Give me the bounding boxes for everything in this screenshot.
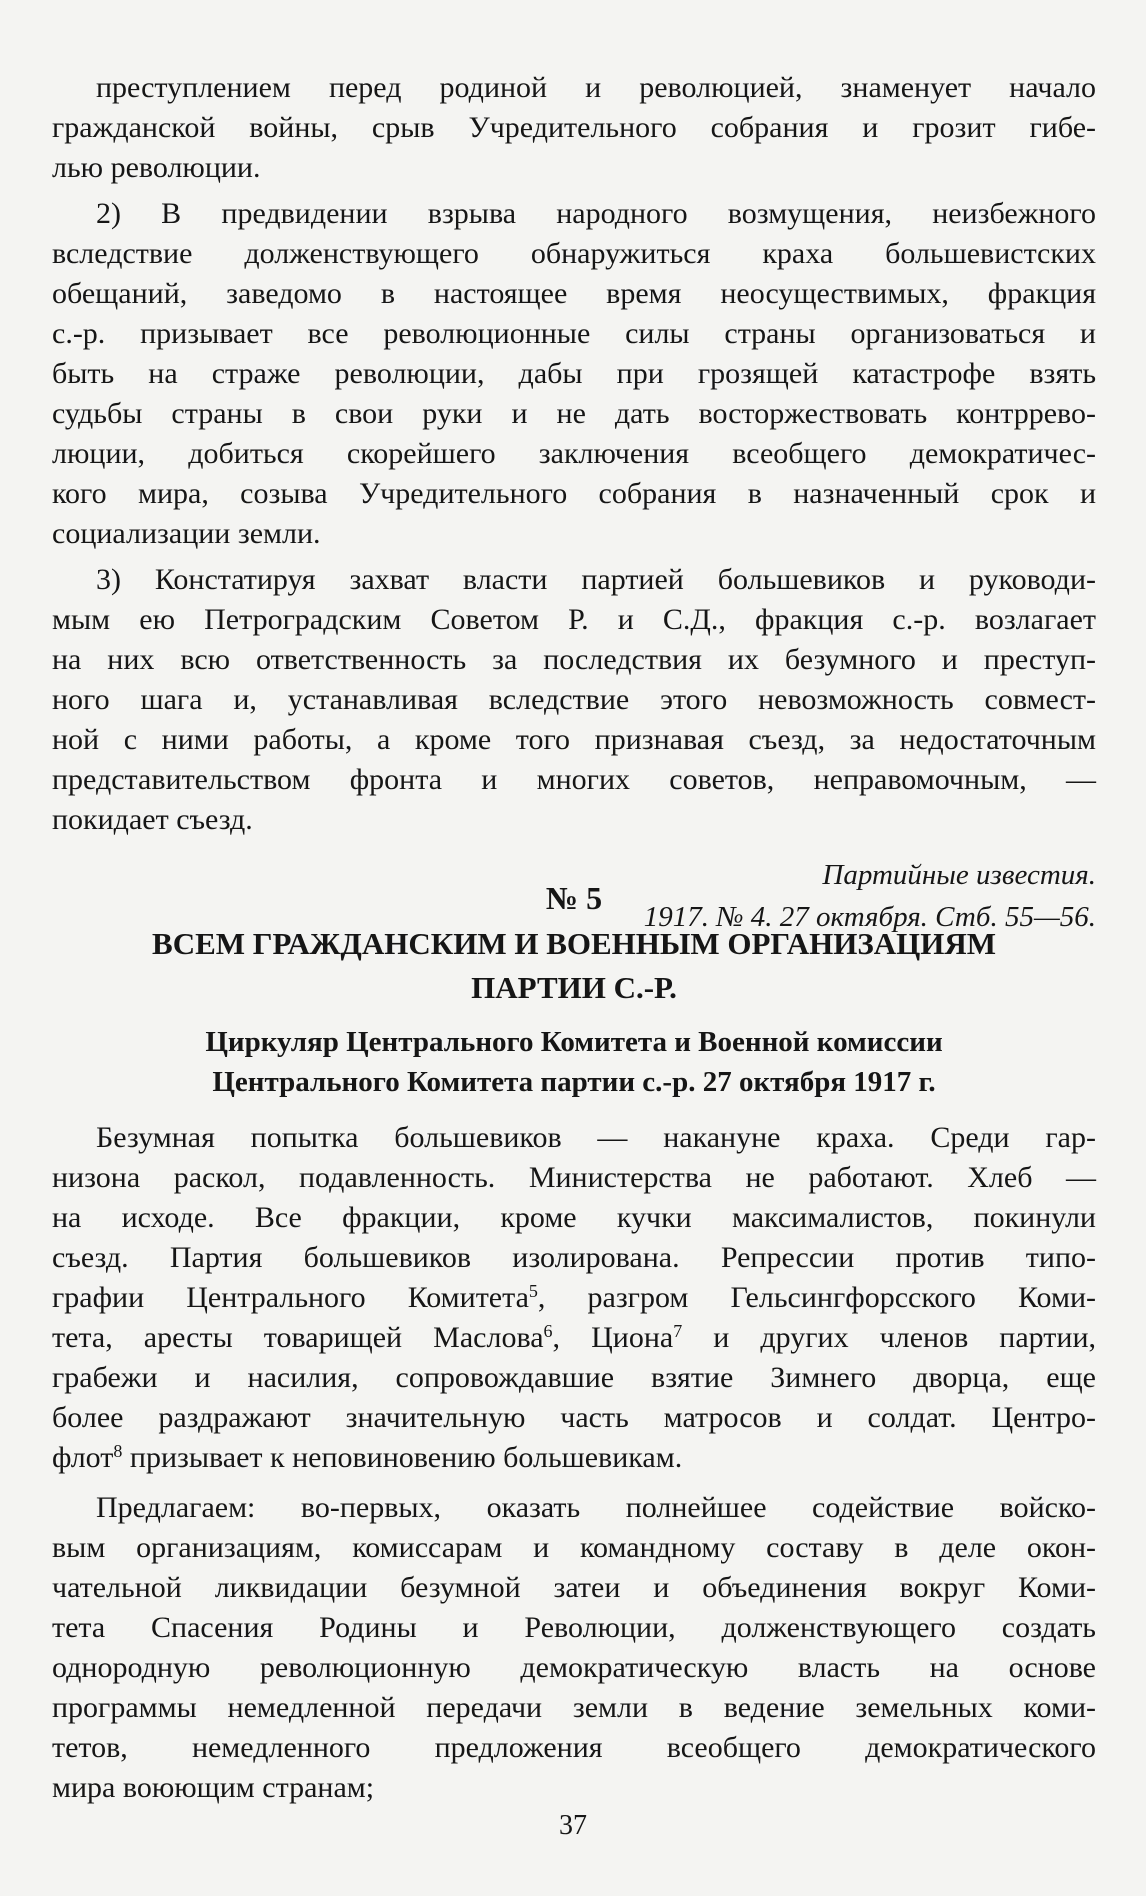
- text-line: [52, 514, 1096, 554]
- line-text: тета, аресты товарищей Маслова: [52, 1321, 544, 1354]
- text-line: [52, 148, 1096, 188]
- text-line: [52, 234, 1096, 274]
- paragraph-3: [52, 560, 1096, 840]
- document-number: № 5: [545, 880, 603, 916]
- line-text: покидает съезд.: [52, 803, 253, 836]
- text-line: [52, 640, 1096, 680]
- line-text: призывает к неповиновению большевикам.: [122, 1441, 683, 1474]
- line-text: и других членов партии,: [682, 1321, 1096, 1354]
- line-text: судьбы страны в свои руки и не дать восторжествовать контррево-: [52, 397, 1096, 430]
- line-text: гражданской войны, срыв Учредительного собрания и грозит гибе-: [52, 111, 1096, 144]
- body-paragraph-2: [52, 1488, 1096, 1808]
- line-text: кого мира, созыва Учредительного собрания в назначенный срок и: [52, 477, 1096, 510]
- line-text: чательной ликвидации безумной затеи и объединения вокруг Коми-: [52, 1571, 1096, 1604]
- line-text: 3) Констатируя захват власти партией большевиков и руководи-: [96, 563, 1096, 596]
- text-line: [52, 1238, 1096, 1278]
- text-line: [52, 474, 1096, 514]
- footnote-marker: 7: [673, 1321, 683, 1341]
- line-text: низона раскол, подавленность. Министерства не работают. Хлеб —: [52, 1161, 1096, 1194]
- paragraph-1: [52, 68, 1096, 188]
- line-text: графии Центрального Комитета: [52, 1281, 529, 1314]
- document-title-line-2: ПАРТИИ С.-Р.: [471, 970, 677, 1005]
- line-text: вым организациям, комиссарам и командному составу в деле окон-: [52, 1531, 1096, 1564]
- line-text: тетов, немедленного предложения всеобщего демократического: [52, 1731, 1096, 1764]
- line-text: преступлением перед родиной и революцией, знаменует начало: [96, 71, 1096, 104]
- text-line: [52, 434, 1096, 474]
- text-line: [52, 394, 1096, 434]
- line-text: грабежи и насилия, сопровождавшие взятие Зимнего дворца, еще: [52, 1361, 1096, 1394]
- text-line: [52, 800, 1096, 840]
- document-subtitle-line-1: Циркуляр Центрального Комитета и Военной комиссии: [205, 1026, 943, 1058]
- source-citation-2: 1917. № 4. 27 октября. Стб. 55—56.: [643, 901, 1096, 933]
- line-text: флот: [52, 1441, 114, 1474]
- text-line: [52, 1648, 1096, 1688]
- line-text: лью революции.: [52, 151, 261, 184]
- line-text: быть на страже революции, дабы при грозящей катастрофе взять: [52, 357, 1096, 390]
- line-text: съезд. Партия большевиков изолирована. Репрессии против типо-: [52, 1241, 1096, 1274]
- text-line: [52, 314, 1096, 354]
- text-line: [52, 108, 1096, 148]
- document-subtitle-line-2: Центрального Комитета партии с.-р. 27 октября 1917 г.: [212, 1066, 936, 1098]
- line-text: , разгром Гельсингфорсского Коми-: [537, 1281, 1096, 1314]
- text-line: [52, 1198, 1096, 1238]
- text-line: [52, 1118, 1096, 1158]
- document-5-body: [52, 1118, 1096, 1808]
- page-number: 37: [559, 1810, 587, 1841]
- line-text: на них всю ответственность за последствия их безумного и преступ-: [52, 643, 1096, 676]
- text-line: [52, 1158, 1096, 1198]
- line-text: на исходе. Все фракции, кроме кучки максималистов, покинули: [52, 1201, 1096, 1234]
- body-paragraph-1: [52, 1118, 1096, 1478]
- line-text: ной с ними работы, а кроме того признавая съезд, за недостаточным: [52, 723, 1096, 756]
- line-text: , Циона: [552, 1321, 674, 1354]
- line-text: мира воюющим странам;: [52, 1771, 375, 1804]
- text-line: [52, 1608, 1096, 1648]
- text-line: [52, 600, 1096, 640]
- line-text: люции, добиться скорейшего заключения всеобщего демократичес-: [52, 437, 1096, 470]
- footnote-marker: 8: [113, 1441, 123, 1461]
- text-line: [52, 720, 1096, 760]
- text-line: [52, 1768, 1096, 1808]
- text-line: [52, 1488, 1096, 1528]
- line-text: обещаний, заведомо в настоящее время неосуществимых, фракция: [52, 277, 1096, 310]
- text-line: [52, 274, 1096, 314]
- line-text: представительством фронта и многих советов, неправомочным, —: [52, 763, 1096, 796]
- line-text: социализации земли.: [52, 517, 321, 550]
- text-line: [52, 1688, 1096, 1728]
- text-line: [52, 1728, 1096, 1768]
- line-text: тета Спасения Родины и Революции, долженствующего создать: [52, 1611, 1096, 1644]
- footnote-marker: 5: [528, 1281, 538, 1301]
- text-line: [52, 194, 1096, 234]
- source-citation-1: Партийные известия.: [822, 859, 1096, 891]
- text-line: [52, 1528, 1096, 1568]
- line-text: ного шага и, устанавливая вследствие этого невозможность совмест-: [52, 683, 1096, 716]
- line-text: мым ею Петроградским Советом Р. и С.Д., фракция с.-р. возлагает: [52, 603, 1096, 636]
- line-text: вследствие долженствующего обнаружиться краха большевистских: [52, 237, 1096, 270]
- footnote-marker: 6: [543, 1321, 553, 1341]
- document-5-heading: [52, 876, 1096, 1102]
- paragraph-2: [52, 194, 1096, 554]
- text-line: [52, 680, 1096, 720]
- text-line: [52, 354, 1096, 394]
- line-text: программы немедленной передачи земли в ведение земельных коми-: [52, 1691, 1096, 1724]
- text-line: [52, 760, 1096, 800]
- text-line: [52, 1398, 1096, 1438]
- text-line: [52, 1358, 1096, 1398]
- document-title-line-1: ВСЕМ ГРАЖДАНСКИМ И ВОЕННЫМ ОРГАНИЗАЦИЯМ: [152, 926, 996, 961]
- continued-resolution-text: [52, 68, 1096, 938]
- line-text: с.-р. призывает все революционные силы страны организоваться и: [52, 317, 1096, 350]
- text-line: [52, 68, 1096, 108]
- line-text: более раздражают значительную часть матросов и солдат. Центро-: [52, 1401, 1096, 1434]
- line-text: Предлагаем: во-первых, оказать полнейшее содействие войско-: [96, 1491, 1096, 1524]
- text-line: [52, 1438, 1096, 1478]
- line-text: Безумная попытка большевиков — накануне краха. Среди гар-: [96, 1121, 1096, 1154]
- text-line: [52, 560, 1096, 600]
- text-line: [52, 1278, 1096, 1318]
- text-line: [52, 1568, 1096, 1608]
- text-line: [52, 1318, 1096, 1358]
- line-text: 2) В предвидении взрыва народного возмущения, неизбежного: [96, 197, 1096, 230]
- line-text: однородную революционную демократическую власть на основе: [52, 1651, 1096, 1684]
